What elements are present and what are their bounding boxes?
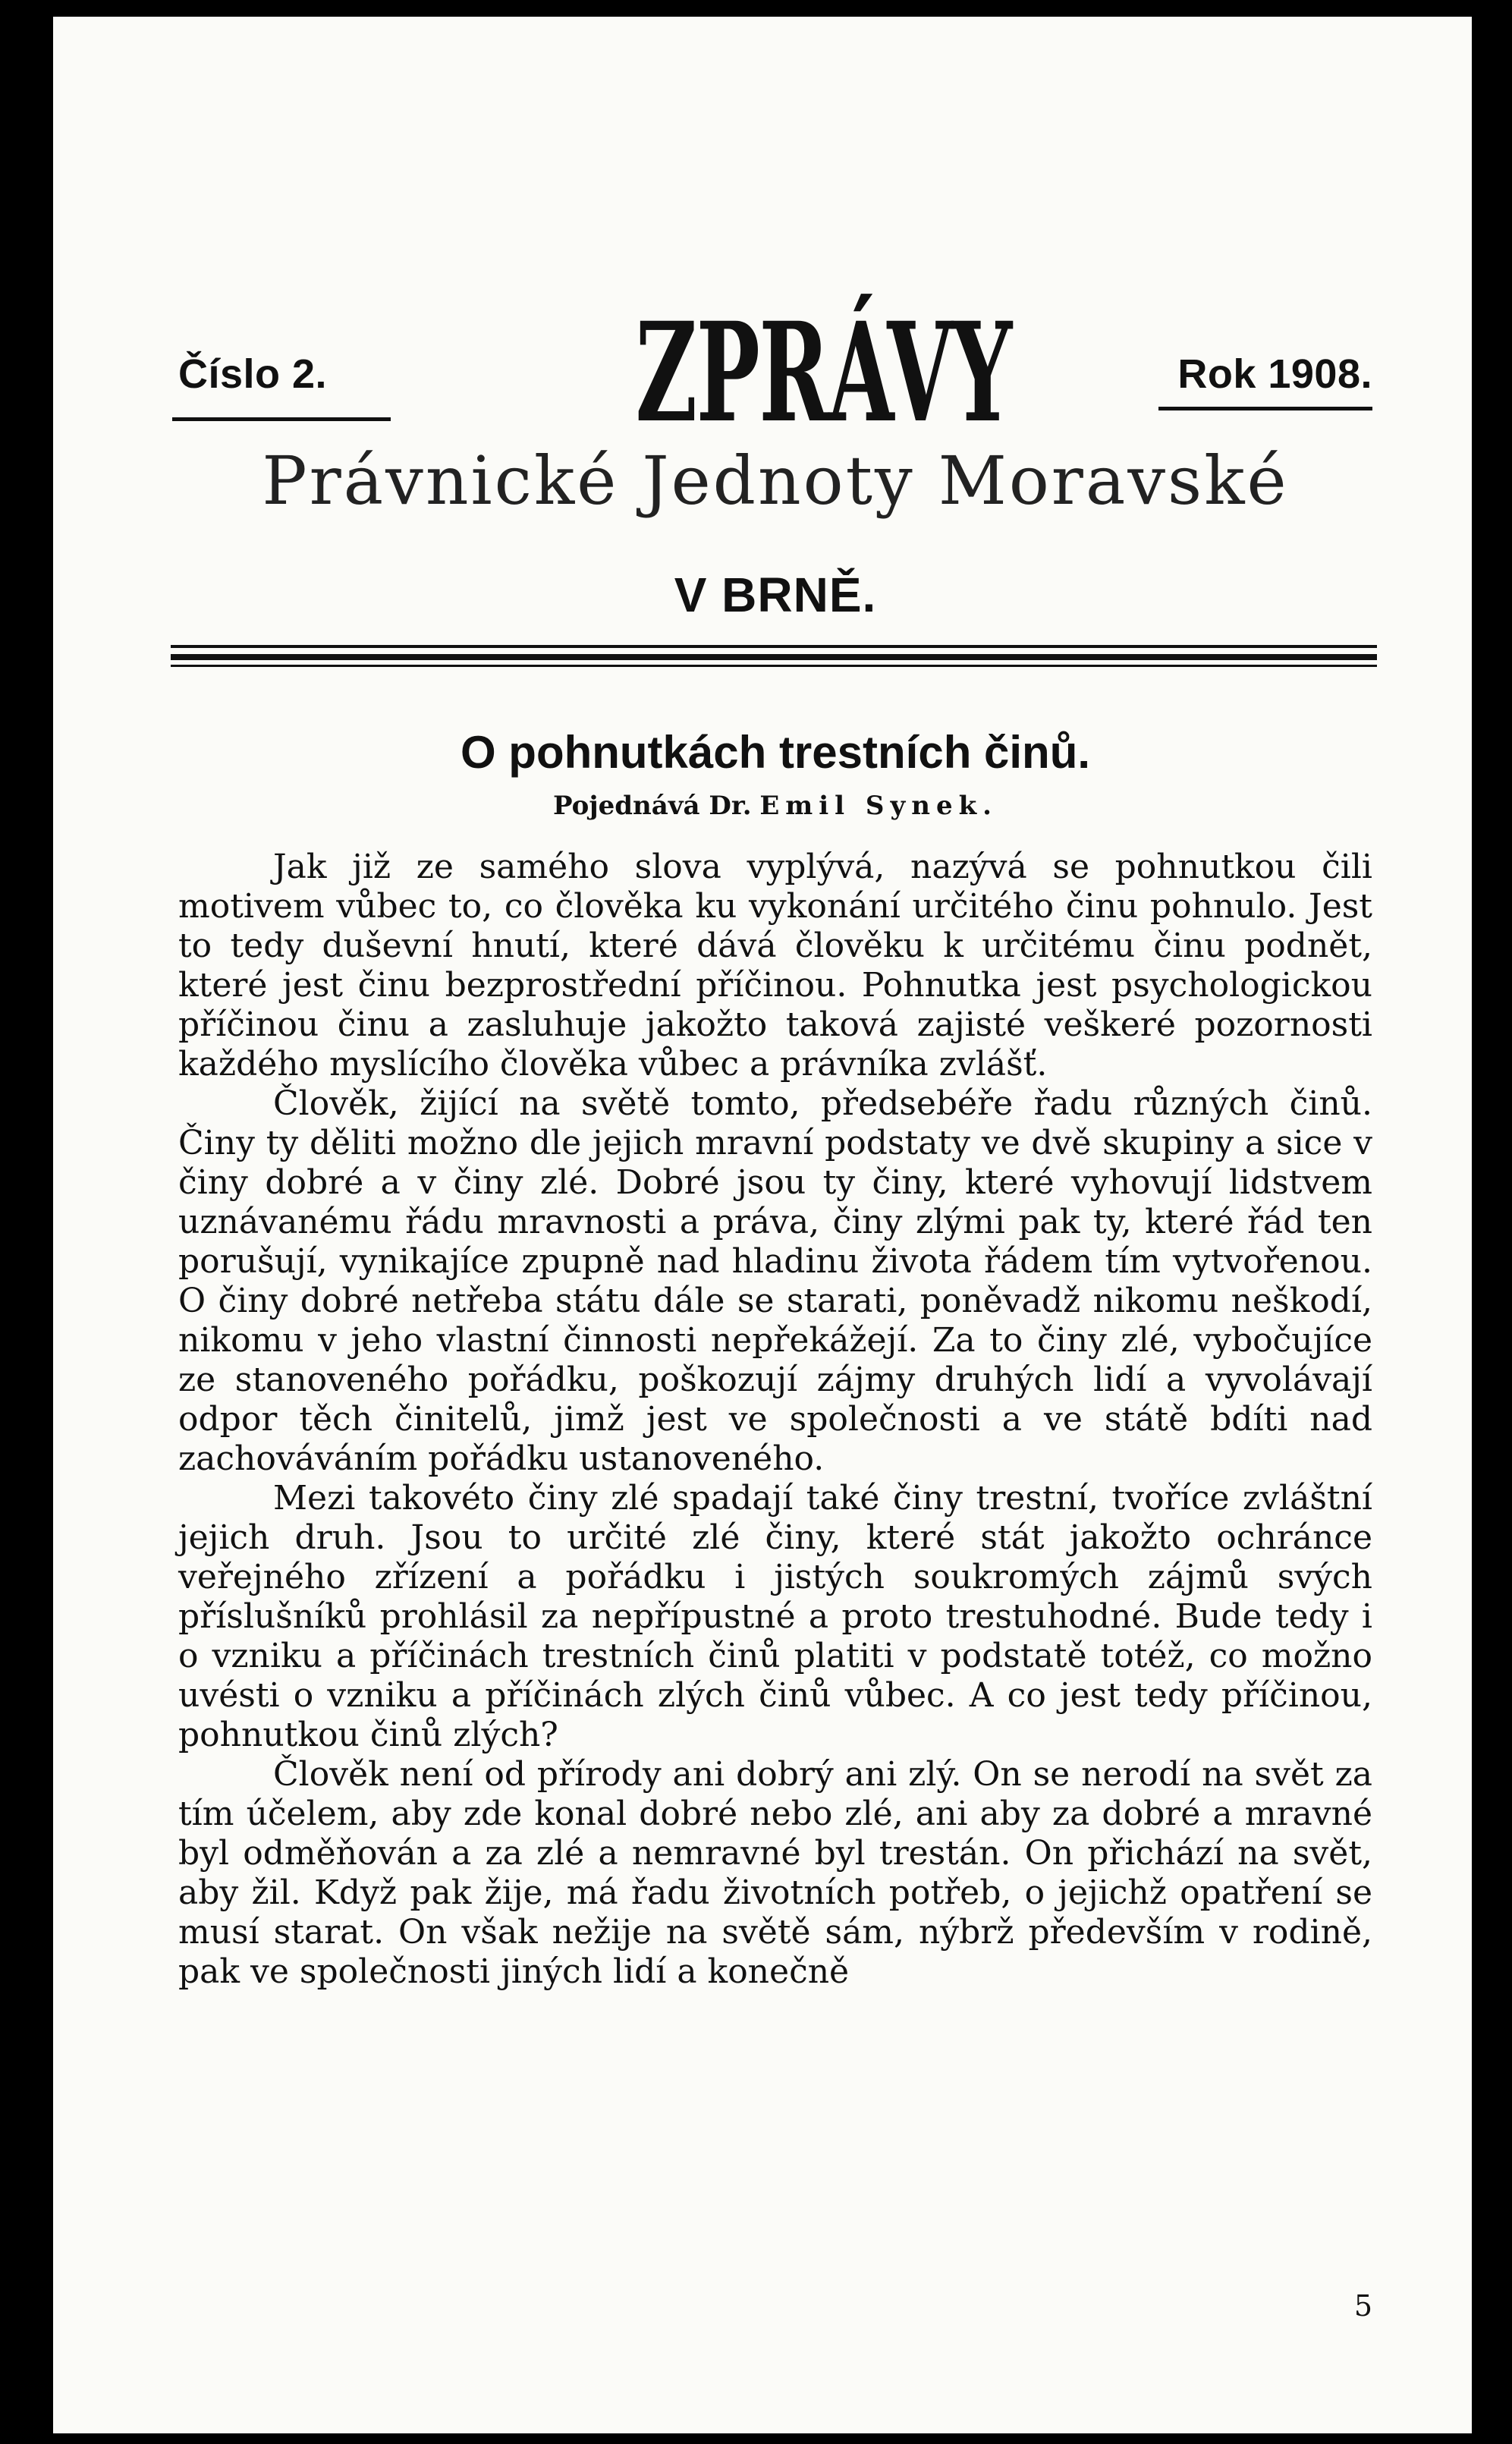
page-content xyxy=(178,17,1372,2433)
year-underline xyxy=(1158,407,1372,410)
issue-number: Číslo 2. xyxy=(178,351,328,397)
issue-underline xyxy=(172,417,391,421)
book-spine-edge xyxy=(0,0,53,2444)
divider-line-bottom xyxy=(171,665,1377,667)
paragraph-1: Jak již ze samého slova vyplývá, nazývá se pohnutkou čili motivem vůbec to, co člověka ku vykonání určitého činu pohnulo. Jest to tedy duševní hnutí, které dává člověku k určitému činu podnět, které jest činu bezprostřední příčinou. Pohnutka jest psychologickou příčinou činu a zasluhuje jakožto taková zajisté veškeré pozornosti každého myslícího člověka vůbec a právníka zvlášť. xyxy=(178,848,1372,1084)
article-title: O pohnutkách trestních činů. xyxy=(460,727,1091,778)
publication-city: V BRNĚ. xyxy=(674,568,877,622)
byline-lead: Pojednává Dr. xyxy=(553,791,752,821)
divider-line-top xyxy=(171,645,1377,648)
publication-year: Rok 1908. xyxy=(1177,351,1372,397)
divider-line-middle xyxy=(171,654,1377,660)
paragraph-4: Člověk není od přírody ani dobrý ani zlý. On se nerodí na svět za tím účelem, aby zde konal dobré nebo zlé, ani aby za dobré a mravné byl odměňován a za zlé a nemravné byl trestán. On přichází na svět, aby žil. Když pak žije, má řadu životních potřeb, o jejichž opatření se musí starat. On však nežije na světě sám, nýbrž především v rodině, pak ve společnosti jiných lidí a konečně xyxy=(178,1755,1372,1991)
article-byline xyxy=(178,791,1372,821)
publication-subtitle: Právnické Jednoty Moravské xyxy=(262,442,1289,520)
paragraph-3: Mezi takovéto činy zlé spadají také činy trestní, tvoříce zvláštní jejich druh. Jsou to určité zlé činy, které stát jakožto ochránce veřejného zřízení a pořádku i jistých soukromých zájmů svých příslušníků prohlásil za nepřípustné a proto trestuhodné. Bude tedy i o vzniku a příčinách trestních činů platiti v podstatě totéž, co možno uvésti o vzniku a příčinách zlých činů vůbec. A co jest tedy příčinou, pohnutkou činů zlých? xyxy=(178,1479,1372,1754)
masthead-title: ZPRÁVY xyxy=(635,293,1012,453)
masthead-divider xyxy=(171,645,1377,669)
document-page xyxy=(53,17,1472,2433)
article-body xyxy=(178,848,1372,1992)
paragraph-2: Člověk, žijící na světě tomto, předsebéře řadu různých činů. Činy ty děliti možno dle jejich mravní podstaty ve dvě skupiny a sice v činy dobré a v činy zlé. Dobré jsou ty činy, které vyhovují lidstvem uznávanému řádu mravnosti a práva, činy zlými pak ty, které řád ten porušují, vynikajíce zpupně nad hladinu života řádem tím vytvořenou. O činy dobré netřeba státu dále se starati, poněvadž nikomu neškodí, nikomu v jeho vlastní činnosti nepřekážejí. Za to činy zlé, vybočujíce ze stanoveného pořádku, poškozují zájmy druhých lidí a vyvolávají odpor těch činitelů, jimž jest ve společnosti a ve státě bdíti nad zachováváním pořádku ustanoveného. xyxy=(178,1084,1372,1478)
author-name: Emil Synek. xyxy=(759,791,998,821)
page-number: 5 xyxy=(1353,2289,1372,2323)
